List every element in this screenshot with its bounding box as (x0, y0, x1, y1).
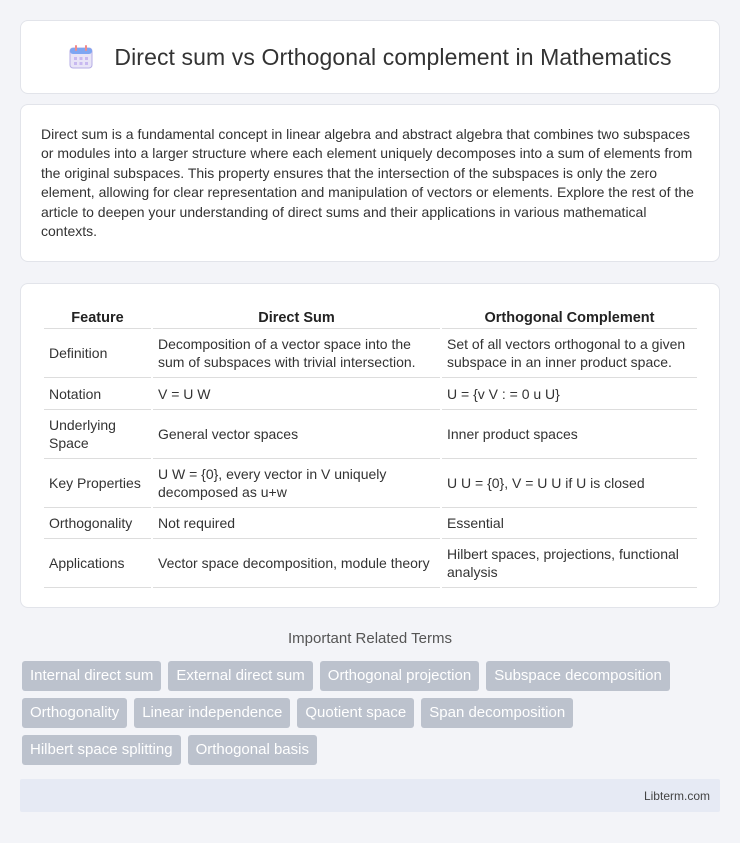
direct-sum-cell: V = U W (153, 378, 440, 410)
feature-cell: Applications (44, 539, 151, 588)
comparison-card (20, 283, 720, 608)
table-row (44, 539, 697, 588)
tag-linear-independence[interactable]: Linear independence (134, 698, 290, 728)
table-row (44, 329, 697, 378)
related-terms-list (22, 661, 722, 772)
header-feature: Feature (44, 304, 151, 329)
intro-card (20, 104, 720, 262)
tag-row (22, 661, 722, 691)
footer (20, 779, 720, 812)
table-row (44, 459, 697, 508)
table-row (44, 508, 697, 539)
comparison-table (42, 304, 699, 588)
header-orthogonal-complement: Orthogonal Complement (442, 304, 697, 329)
tag-orthogonal-basis[interactable]: Orthogonal basis (188, 735, 317, 765)
feature-cell: Definition (44, 329, 151, 378)
page-title: Direct sum vs Orthogonal complement in Mathematics (114, 43, 672, 70)
direct-sum-cell: Vector space decomposition, module theory (153, 539, 440, 588)
direct-sum-cell: General vector spaces (153, 410, 440, 459)
tag-subspace-decomposition[interactable]: Subspace decomposition (486, 661, 670, 691)
table-row (44, 378, 697, 410)
intro-paragraph: Direct sum is a fundamental concept in linear algebra and abstract algebra that combines two subspaces or modules into a larger structure where each element uniquely decomposes into a sum of elements from the original subspaces. This property ensures that the intersection of the subspaces is only the zero element, allowing for clear representation and manipulation of vectors or elements. Explore the rest of the article to deepen your understanding of direct sums and their applications in various mathematical contexts. (41, 126, 694, 240)
orthogonal-cell: Set of all vectors orthogonal to a given subspace in an inner product space. (442, 329, 697, 378)
tag-row (22, 735, 722, 765)
feature-cell: Underlying Space (44, 410, 151, 459)
feature-cell: Notation (44, 378, 151, 410)
calendar-icon (68, 44, 94, 70)
orthogonal-cell: Essential (442, 508, 697, 539)
footer-site-link[interactable]: Libterm.com (643, 789, 710, 803)
header-direct-sum: Direct Sum (153, 304, 440, 329)
direct-sum-cell: U W = {0}, every vector in V uniquely decomposed as u+w (153, 459, 440, 508)
title-card (20, 20, 720, 94)
feature-cell: Orthogonality (44, 508, 151, 539)
orthogonal-cell: Inner product spaces (442, 410, 697, 459)
tag-hilbert-space-splitting[interactable]: Hilbert space splitting (22, 735, 181, 765)
tag-internal-direct-sum[interactable]: Internal direct sum (22, 661, 161, 691)
table-row (44, 410, 697, 459)
orthogonal-cell: Hilbert spaces, projections, functional analysis (442, 539, 697, 588)
tag-external-direct-sum[interactable]: External direct sum (168, 661, 312, 691)
tag-orthogonality[interactable]: Orthogonality (22, 698, 127, 728)
tag-quotient-space[interactable]: Quotient space (297, 698, 414, 728)
direct-sum-cell: Decomposition of a vector space into the sum of subspaces with trivial intersection. (153, 329, 440, 378)
table-header-row (44, 304, 697, 329)
feature-cell: Key Properties (44, 459, 151, 508)
orthogonal-cell: U U = {0}, V = U U if U is closed (442, 459, 697, 508)
tag-orthogonal-projection[interactable]: Orthogonal projection (320, 661, 479, 691)
tag-row (22, 698, 722, 728)
tag-span-decomposition[interactable]: Span decomposition (421, 698, 573, 728)
orthogonal-cell: U = {v V : = 0 u U} (442, 378, 697, 410)
related-terms-title: Important Related Terms (288, 630, 452, 647)
direct-sum-cell: Not required (153, 508, 440, 539)
